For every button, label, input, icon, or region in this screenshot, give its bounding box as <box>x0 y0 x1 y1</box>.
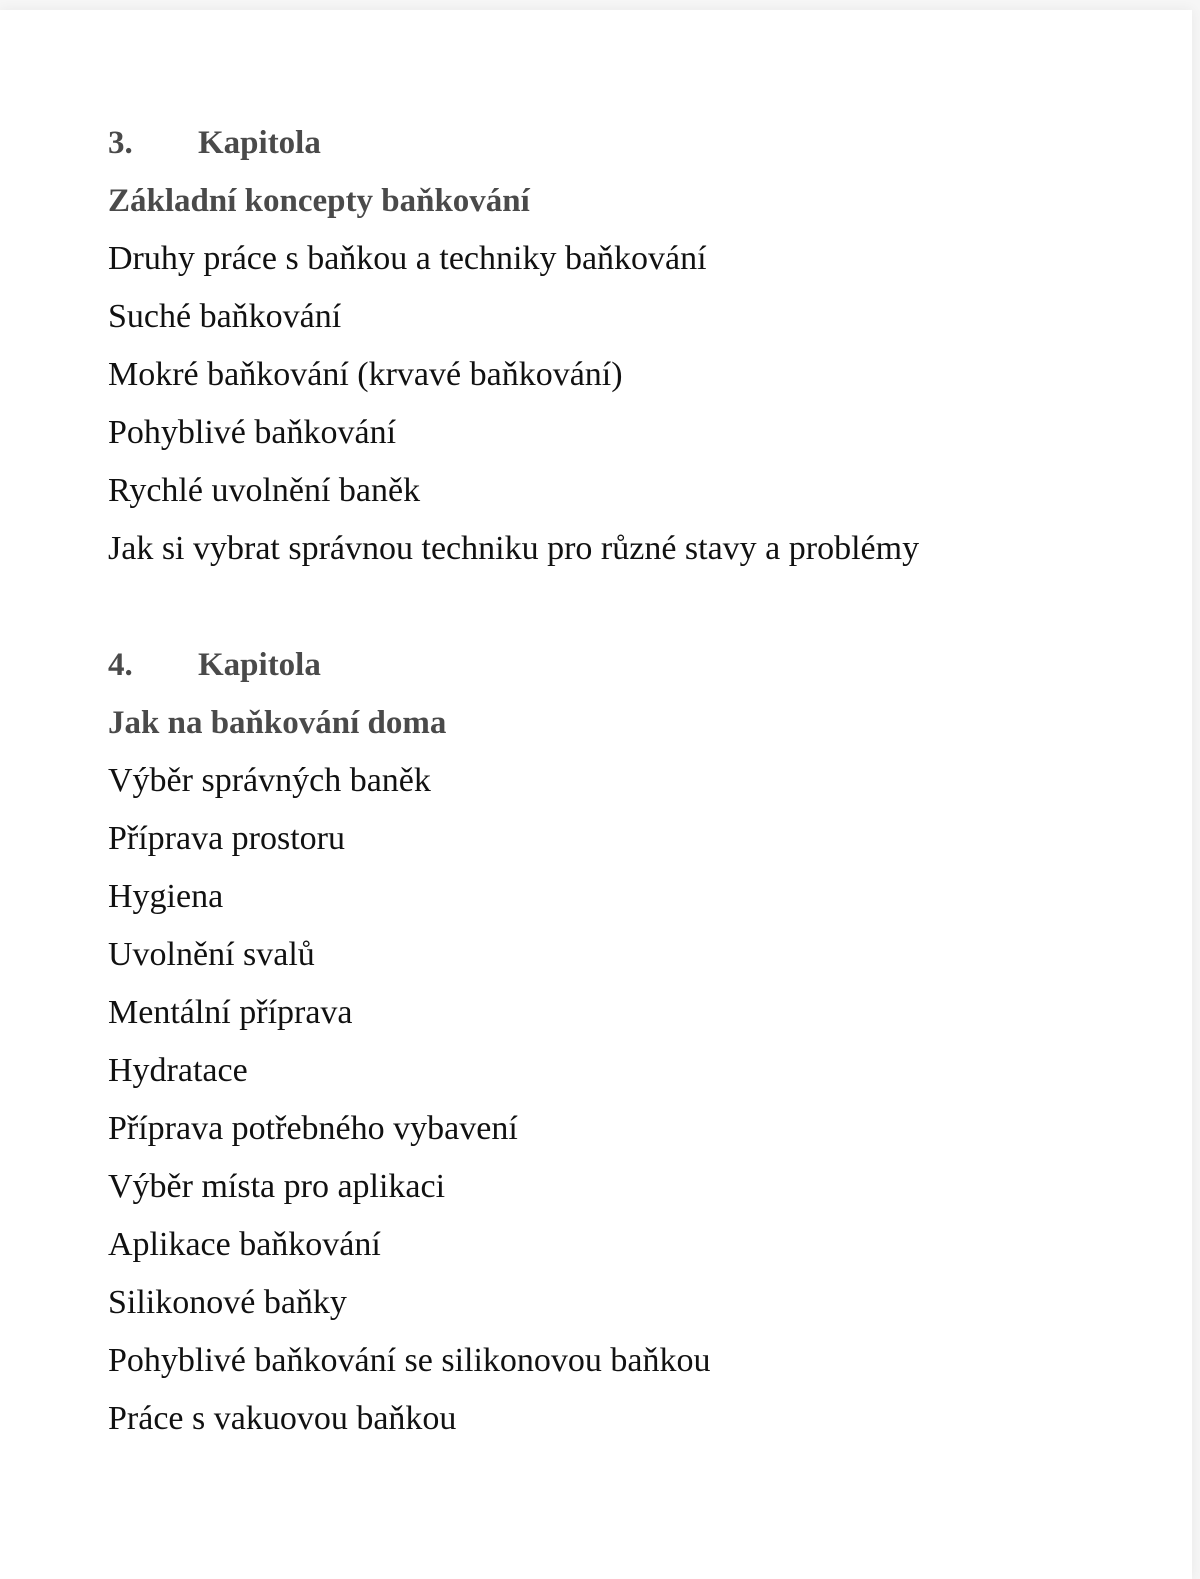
chapter-heading <box>108 636 1108 694</box>
list-item: Příprava potřebného vybavení <box>108 1110 518 1147</box>
chapter-3 <box>108 114 1108 578</box>
list-item: Výběr správných baněk <box>108 762 431 799</box>
list-item: Mokré baňkování (krvavé baňkování) <box>108 356 623 393</box>
chapter-number: 4. <box>108 647 133 683</box>
list-item: Suché baňkování <box>108 298 342 335</box>
list-item: Aplikace baňkování <box>108 1226 381 1263</box>
document-page <box>0 10 1192 1579</box>
list-item: Mentální příprava <box>108 994 353 1031</box>
list-item: Hygiena <box>108 878 224 915</box>
table-of-contents <box>108 114 1108 1448</box>
chapter-4 <box>108 636 1108 1448</box>
list-item: Pohyblivé baňkování <box>108 414 397 451</box>
list-item: Práce s vakuovou baňkou <box>108 1400 457 1437</box>
list-item: Jak si vybrat správnou techniku pro různé stavy a problémy <box>108 530 920 567</box>
chapter-items <box>108 230 1108 578</box>
chapter-heading <box>108 114 1108 172</box>
list-item: Hydratace <box>108 1052 248 1089</box>
chapter-items <box>108 752 1108 1448</box>
list-item: Druhy práce s baňkou a techniky baňkování <box>108 240 707 277</box>
list-item: Výběr místa pro aplikaci <box>108 1168 446 1205</box>
list-item: Příprava prostoru <box>108 820 346 857</box>
list-item: Rychlé uvolnění baněk <box>108 472 421 509</box>
list-item: Uvolnění svalů <box>108 936 315 973</box>
chapter-number: 3. <box>108 125 133 161</box>
chapter-label: Kapitola <box>198 125 321 161</box>
chapter-title: Základní koncepty baňkování <box>108 183 530 219</box>
chapter-title: Jak na baňkování doma <box>108 705 447 741</box>
list-item: Silikonové baňky <box>108 1284 347 1321</box>
chapter-label: Kapitola <box>198 647 321 683</box>
list-item: Pohyblivé baňkování se silikonovou baňkou <box>108 1342 711 1379</box>
